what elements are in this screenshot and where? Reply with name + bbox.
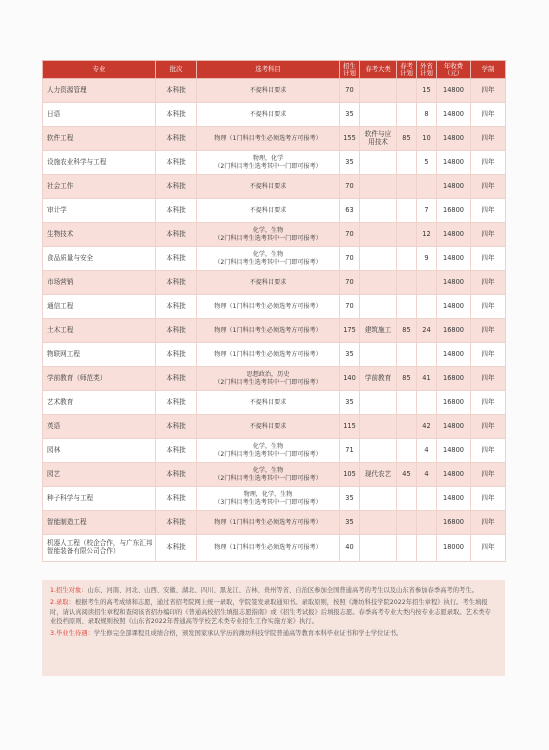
note-text: 学生修完全部课程且成绩合格，颁发国家承认学历的潍坊科技学院普通高等教育本科毕业证书和学士学位证书。 [93, 630, 403, 637]
col-spring-plan: 春考 计划 [397, 61, 417, 79]
plan-cell: 70 [340, 295, 360, 319]
fee-cell: 16800 [437, 391, 471, 415]
major-cell: 学前教育（师范类） [43, 367, 156, 391]
out-province-plan-cell: 10 [417, 127, 437, 151]
major-cell: 英语 [43, 415, 156, 439]
table-row [43, 463, 506, 487]
batch-cell: 本科批 [156, 535, 197, 562]
fee-cell: 16800 [437, 319, 471, 343]
spring-plan-cell [397, 439, 417, 463]
fee-cell: 14800 [437, 247, 471, 271]
duration-cell: 四年 [471, 439, 506, 463]
major-cell: 审计学 [43, 199, 156, 223]
fee-cell: 14800 [437, 271, 471, 295]
out-province-plan-cell: 5 [417, 151, 437, 175]
plan-cell: 35 [340, 391, 360, 415]
plan-cell: 155 [340, 127, 360, 151]
subjects-cell: 不提科目要求 [197, 415, 340, 439]
spring-plan-cell [397, 79, 417, 103]
spring-plan-cell [397, 175, 417, 199]
major-cell: 社会工作 [43, 175, 156, 199]
note-admission [50, 598, 497, 627]
subjects-cell: 不提科目要求 [197, 391, 340, 415]
spring-plan-cell: 85 [397, 367, 417, 391]
note-text: 根据考生的高考成绩和志愿，通过省招考院网上统一录取，学院签发录取通知书。录取原则，按照《潍坊科技学院2022年招生章程》执行。考生填报时，请认真阅读招生章程和查阅该省招办编印的《普通高校招生填报志愿指南》或《招生考试报》后填报志愿。春季高考专业大类内按专业志愿录取。艺术类专业投档原则、录取规则按照《山东省2022年普通高等学校艺术类专业招生工作实施方案》执行。 [50, 598, 491, 626]
duration-cell: 四年 [471, 199, 506, 223]
major-cell: 机器人工程（校企合作，与广东汇邦智能装备有限公司合作） [43, 535, 156, 562]
spring-plan-cell [397, 271, 417, 295]
fee-cell: 14800 [437, 415, 471, 439]
spring-plan-cell [397, 295, 417, 319]
duration-cell: 四年 [471, 127, 506, 151]
subjects-cell: 不提科目要求 [197, 271, 340, 295]
duration-cell: 四年 [471, 271, 506, 295]
out-province-plan-cell [417, 343, 437, 367]
spring-category-cell [360, 271, 397, 295]
duration-cell: 四年 [471, 511, 506, 535]
spring-category-cell [360, 199, 397, 223]
note-label: 3.毕业生待遇： [50, 630, 94, 637]
table-row [43, 247, 506, 271]
major-cell: 日语 [43, 103, 156, 127]
major-cell: 通信工程 [43, 295, 156, 319]
table-row [43, 511, 506, 535]
subjects-cell: 物理，化学，生物 （3门科目考生选考其中一门即可报考） [197, 487, 340, 511]
spring-category-cell: 学前教育 [360, 367, 397, 391]
fee-cell: 14800 [437, 463, 471, 487]
duration-cell: 四年 [471, 79, 506, 103]
table-row [43, 535, 506, 562]
fee-cell: 16800 [437, 199, 471, 223]
out-province-plan-cell [417, 295, 437, 319]
spring-category-cell [360, 223, 397, 247]
note-label: 1.招生对象： [50, 587, 88, 594]
spring-category-cell [360, 343, 397, 367]
table-row [43, 271, 506, 295]
table-row [43, 79, 506, 103]
table-row [43, 127, 506, 151]
duration-cell: 四年 [471, 223, 506, 247]
table-row [43, 343, 506, 367]
major-cell: 土木工程 [43, 319, 156, 343]
table-row [43, 223, 506, 247]
duration-cell: 四年 [471, 175, 506, 199]
col-batch: 批次 [156, 61, 197, 79]
out-province-plan-cell [417, 391, 437, 415]
out-province-plan-cell [417, 175, 437, 199]
col-annual-fee: 年收费 （元） [437, 61, 471, 79]
spring-plan-cell [397, 103, 417, 127]
duration-cell: 四年 [471, 415, 506, 439]
batch-cell: 本科批 [156, 247, 197, 271]
fee-cell: 16800 [437, 367, 471, 391]
spring-category-cell [360, 247, 397, 271]
fee-cell: 14800 [437, 103, 471, 127]
spring-plan-cell [397, 151, 417, 175]
subjects-cell: 化学，生物 （2门科目考生选考其中一门即可报考） [197, 463, 340, 487]
fee-cell: 14800 [437, 223, 471, 247]
duration-cell: 四年 [471, 343, 506, 367]
plan-cell: 35 [340, 343, 360, 367]
spring-category-cell [360, 391, 397, 415]
spring-plan-cell [397, 199, 417, 223]
table-row [43, 103, 506, 127]
spring-plan-cell: 85 [397, 127, 417, 151]
fee-cell: 16800 [437, 511, 471, 535]
plan-cell: 40 [340, 535, 360, 562]
duration-cell: 四年 [471, 535, 506, 562]
batch-cell: 本科批 [156, 199, 197, 223]
major-cell: 园艺 [43, 463, 156, 487]
batch-cell: 本科批 [156, 463, 197, 487]
batch-cell: 本科批 [156, 151, 197, 175]
spring-category-cell [360, 151, 397, 175]
spring-category-cell [360, 535, 397, 562]
out-province-plan-cell: 9 [417, 247, 437, 271]
plan-cell: 63 [340, 199, 360, 223]
spring-plan-cell [397, 343, 417, 367]
spring-plan-cell [397, 391, 417, 415]
fee-cell: 14800 [437, 343, 471, 367]
spring-category-cell [360, 103, 397, 127]
table-row [43, 415, 506, 439]
major-cell: 设施农业科学与工程 [43, 151, 156, 175]
batch-cell: 本科批 [156, 391, 197, 415]
batch-cell: 本科批 [156, 295, 197, 319]
spring-plan-cell [397, 487, 417, 511]
plan-cell: 70 [340, 175, 360, 199]
subjects-cell: 物理（1门科目考生必须选考方可报考） [197, 319, 340, 343]
out-province-plan-cell: 7 [417, 199, 437, 223]
duration-cell: 四年 [471, 391, 506, 415]
plan-cell: 70 [340, 79, 360, 103]
batch-cell: 本科批 [156, 271, 197, 295]
table-row [43, 439, 506, 463]
major-cell: 艺术教育 [43, 391, 156, 415]
fee-cell: 18000 [437, 535, 471, 562]
spring-plan-cell: 85 [397, 319, 417, 343]
table-row [43, 367, 506, 391]
table-header-row [43, 61, 506, 79]
note-label: 2.录取： [50, 598, 75, 606]
col-spring-category: 春考大类 [360, 61, 397, 79]
subjects-cell: 不提科目要求 [197, 103, 340, 127]
out-province-plan-cell: 4 [417, 463, 437, 487]
batch-cell: 本科批 [156, 487, 197, 511]
spring-category-cell [360, 415, 397, 439]
spring-category-cell [360, 295, 397, 319]
major-cell: 种子科学与工程 [43, 487, 156, 511]
subjects-cell: 物理（1门科目考生必须选考方可报考） [197, 511, 340, 535]
batch-cell: 本科批 [156, 319, 197, 343]
notes-box [42, 580, 505, 676]
subjects-cell: 不提科目要求 [197, 175, 340, 199]
batch-cell: 本科批 [156, 439, 197, 463]
major-cell: 市场营销 [43, 271, 156, 295]
out-province-plan-cell [417, 271, 437, 295]
fee-cell: 14800 [437, 175, 471, 199]
subjects-cell: 化学，生物 （2门科目考生选考其中一门即可报考） [197, 247, 340, 271]
col-major: 专业 [43, 61, 156, 79]
duration-cell: 四年 [471, 247, 506, 271]
plan-cell: 115 [340, 415, 360, 439]
spring-category-cell: 现代农艺 [360, 463, 397, 487]
spring-plan-cell [397, 247, 417, 271]
major-cell: 智能制造工程 [43, 511, 156, 535]
batch-cell: 本科批 [156, 127, 197, 151]
duration-cell: 四年 [471, 367, 506, 391]
subjects-cell: 物理，化学 （2门科目考生选考其中一门即可报考） [197, 151, 340, 175]
batch-cell: 本科批 [156, 223, 197, 247]
batch-cell: 本科批 [156, 343, 197, 367]
note-text: 山东、河南、河北、山西、安徽、湖北、四川、黑龙江、吉林、贵州等省、自治区参加全国普通高考的考生以及山东省参加春季高考的考生。 [87, 587, 478, 594]
fee-cell: 14800 [437, 439, 471, 463]
subjects-cell: 不提科目要求 [197, 79, 340, 103]
batch-cell: 本科批 [156, 103, 197, 127]
duration-cell: 四年 [471, 319, 506, 343]
spring-plan-cell: 45 [397, 463, 417, 487]
spring-plan-cell [397, 535, 417, 562]
spring-category-cell [360, 511, 397, 535]
subjects-cell: 物理（1门科目考生必须选考方可报考） [197, 535, 340, 562]
spring-category-cell: 软件与应 用技术 [360, 127, 397, 151]
out-province-plan-cell: 15 [417, 79, 437, 103]
col-out-province-plan: 外省 计划 [417, 61, 437, 79]
major-cell: 物联网工程 [43, 343, 156, 367]
admission-plan-table [42, 60, 506, 562]
table-row [43, 391, 506, 415]
out-province-plan-cell: 12 [417, 223, 437, 247]
spring-category-cell [360, 439, 397, 463]
major-cell: 食品质量与安全 [43, 247, 156, 271]
out-province-plan-cell: 4 [417, 439, 437, 463]
col-duration: 学制 [471, 61, 506, 79]
table-row [43, 319, 506, 343]
table-row [43, 175, 506, 199]
batch-cell: 本科批 [156, 175, 197, 199]
batch-cell: 本科批 [156, 367, 197, 391]
batch-cell: 本科批 [156, 415, 197, 439]
duration-cell: 四年 [471, 487, 506, 511]
fee-cell: 14800 [437, 295, 471, 319]
duration-cell: 四年 [471, 103, 506, 127]
major-cell: 软件工程 [43, 127, 156, 151]
spring-category-cell: 建筑施工 [360, 319, 397, 343]
subjects-cell: 化学，生物 （2门科目考生选考其中一门即可报考） [197, 223, 340, 247]
subjects-cell: 物理（1门科目考生必须选考方可报考） [197, 295, 340, 319]
table-row [43, 295, 506, 319]
subjects-cell: 思想政治，历史 （2门科目考生选考其中一门即可报考） [197, 367, 340, 391]
plan-cell: 35 [340, 151, 360, 175]
spring-category-cell [360, 175, 397, 199]
note-enrollment-target [50, 586, 497, 596]
spring-plan-cell [397, 415, 417, 439]
subjects-cell: 物理（1门科目考生必须选考方可报考） [197, 127, 340, 151]
out-province-plan-cell: 24 [417, 319, 437, 343]
major-cell: 生物技术 [43, 223, 156, 247]
duration-cell: 四年 [471, 463, 506, 487]
spring-category-cell [360, 487, 397, 511]
out-province-plan-cell: 8 [417, 103, 437, 127]
duration-cell: 四年 [471, 295, 506, 319]
plan-cell: 35 [340, 511, 360, 535]
major-cell: 人力资源管理 [43, 79, 156, 103]
table-row [43, 199, 506, 223]
subjects-cell: 物理（1门科目考生必须选考方可报考） [197, 343, 340, 367]
plan-cell: 35 [340, 487, 360, 511]
table-row [43, 487, 506, 511]
fee-cell: 14800 [437, 487, 471, 511]
out-province-plan-cell: 41 [417, 367, 437, 391]
plan-cell: 175 [340, 319, 360, 343]
plan-cell: 70 [340, 247, 360, 271]
out-province-plan-cell: 42 [417, 415, 437, 439]
batch-cell: 本科批 [156, 511, 197, 535]
fee-cell: 14800 [437, 151, 471, 175]
subjects-cell: 化学，生物 （2门科目考生选考其中一门即可报考） [197, 439, 340, 463]
fee-cell: 14800 [437, 127, 471, 151]
col-plan: 招生 计划 [340, 61, 360, 79]
plan-cell: 140 [340, 367, 360, 391]
plan-cell: 71 [340, 439, 360, 463]
duration-cell: 四年 [471, 151, 506, 175]
table-row [43, 151, 506, 175]
subjects-cell: 不提科目要求 [197, 199, 340, 223]
spring-plan-cell [397, 511, 417, 535]
col-subjects: 选考科目 [197, 61, 340, 79]
spring-category-cell [360, 79, 397, 103]
out-province-plan-cell [417, 511, 437, 535]
plan-cell: 70 [340, 223, 360, 247]
note-graduate-benefits [50, 629, 497, 639]
fee-cell: 14800 [437, 79, 471, 103]
out-province-plan-cell [417, 535, 437, 562]
plan-cell: 35 [340, 103, 360, 127]
plan-cell: 70 [340, 271, 360, 295]
plan-cell: 105 [340, 463, 360, 487]
spring-plan-cell [397, 223, 417, 247]
out-province-plan-cell [417, 487, 437, 511]
batch-cell: 本科批 [156, 79, 197, 103]
major-cell: 园林 [43, 439, 156, 463]
